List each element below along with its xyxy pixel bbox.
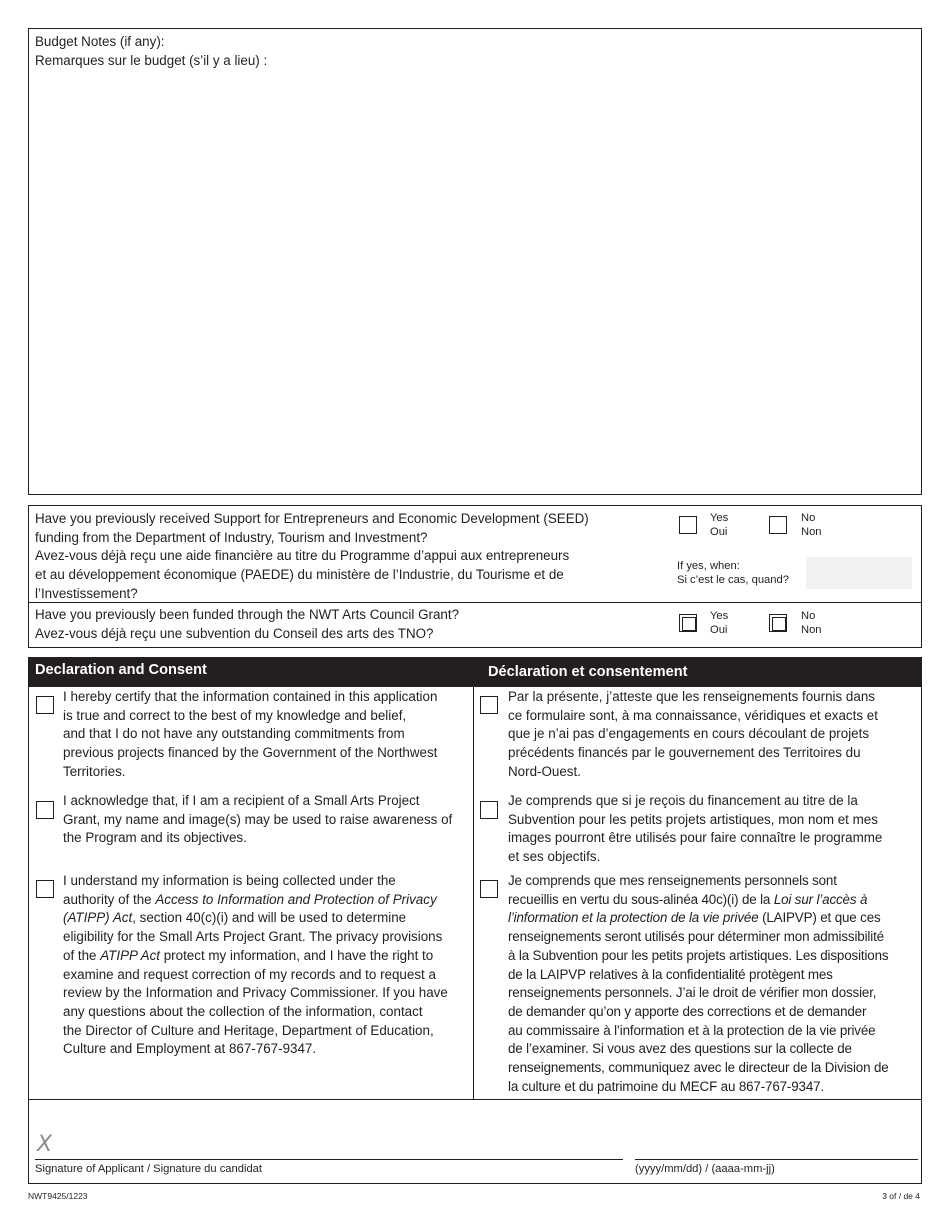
seed-when-input[interactable]	[806, 557, 912, 589]
declaration-fr-p3: Je comprends que mes renseignements personnels sont recueillis en vertu du sous-alinéa 40c)(i) de la Loi sur l’accès à l’information et la protection de la vie privée (LAIPVP) et que ces renseignements seront utilisés pour déterminer mon admissibilité à la Subvention pour les petits projets artistiques. Les dispositions de la LAIPVP relatives à la confidentialité protègent mes renseignements personnels. J’ai le droit de vérifier mon dossier, de demander qu’on y apporte des corrections et de demander au commissaire à l’information et à la protection de la vie privée de l’examiner. Si vous avez des questions sur la collecte de renseignements, communiquez avec le directeur de la Division de la culture et du patrimoine du MECF au 867-767-9347.	[508, 873, 889, 1094]
page-number: 3 of / de 4	[882, 1191, 920, 1201]
budget-notes-field[interactable]	[28, 28, 922, 495]
divider	[29, 602, 921, 603]
seed-question: Have you previously received Support for Entrepreneurs and Economic Development (SEED) funding from the Department of Industry, Tourism and Investment? Avez-vous déjà reçu une aide financière au titre du Programme d’appui aux entrepreneurs et au développement économique (PAEDE) du ministère de l’Industrie, du Tourisme et de l’Investissement?	[35, 511, 589, 601]
seed-yes-label: Yes	[710, 512, 729, 524]
consent-publicity-en-checkbox[interactable]	[36, 801, 54, 819]
declaration-fr-p1: Par la présente, j’atteste que les renseignements fournis dans ce formulaire sont, à ma connaissance, véridiques et exacts et que je n’ai pas d’engagements en cours découlant de projets précédents financés par le gouvernement des Territoires du Nord-Ouest.	[508, 689, 878, 779]
declaration-title-en: Declaration and Consent	[35, 662, 207, 678]
column-divider	[473, 687, 474, 1099]
funding-history-section	[28, 505, 922, 648]
seed-no-checkbox[interactable]	[769, 516, 787, 534]
signature-field[interactable]	[35, 1128, 623, 1160]
arts-oui-label: Oui	[710, 624, 728, 636]
budget-notes-label-en: Budget Notes (if any):	[35, 34, 165, 49]
seed-when-label-fr: Si c’est le cas, quand?	[677, 574, 789, 586]
declaration-title-fr: Déclaration et consentement	[488, 664, 688, 680]
signature-x-mark: X	[37, 1132, 53, 1157]
date-field[interactable]	[635, 1128, 918, 1160]
consent-certify-en-checkbox[interactable]	[36, 696, 54, 714]
declaration-section	[28, 657, 922, 1184]
consent-privacy-en-checkbox[interactable]	[36, 880, 54, 898]
seed-oui-label: Oui	[710, 526, 728, 538]
arts-question: Have you previously been funded through the NWT Arts Council Grant? Avez-vous déjà reçu une subvention du Conseil des arts des TNO?	[35, 607, 460, 641]
signature-label: Signature of Applicant / Signature du candidat	[35, 1163, 263, 1175]
consent-privacy-fr-checkbox[interactable]	[480, 880, 498, 898]
consent-publicity-fr-checkbox[interactable]	[480, 801, 498, 819]
arts-non-label: Non	[801, 624, 822, 636]
arts-yes-label: Yes	[710, 610, 729, 622]
seed-non-label: Non	[801, 526, 822, 538]
seed-yes-checkbox[interactable]	[679, 516, 697, 534]
seed-when-label-en: If yes, when:	[677, 560, 740, 572]
declaration-en-p1: I hereby certify that the information contained in this application is true and correct to the best of my knowledge and belief, and that I do not have any outstanding commitments from previous projects financed by the Government of the Northwest Territories.	[63, 689, 438, 779]
signature-divider	[29, 1099, 921, 1100]
date-label: (yyyy/mm/dd) / (aaaa-mm-jj)	[635, 1163, 775, 1175]
budget-notes-label-fr: Remarques sur le budget (s’il y a lieu) :	[35, 52, 268, 68]
declaration-fr-p2: Je comprends que si je reçois du financement au titre de la Subvention pour les petits projets artistiques, mon nom et mes images pourront être utilisés pour faire connaître le programme et ses objectifs.	[508, 793, 883, 865]
form-code: NWT9425/1223	[28, 1191, 88, 1201]
arts-no-checkbox[interactable]	[769, 614, 787, 632]
arts-no-label: No	[801, 610, 816, 622]
arts-yes-checkbox[interactable]	[679, 614, 697, 632]
seed-no-label: No	[801, 512, 816, 524]
declaration-en-p2: I acknowledge that, if I am a recipient of a Small Arts Project Grant, my name and image(s) may be used to raise awareness of the Program and its objectives.	[63, 793, 453, 846]
consent-certify-fr-checkbox[interactable]	[480, 696, 498, 714]
declaration-en-p3: I understand my information is being collected under the authority of the Access to Information and Protection of Privacy (ATIPP) Act, section 40(c)(i) and will be used to determine eligibility for the Small Arts Project Grant. The privacy provisions of the ATIPP Act protect my information, and I have the right to examine and request correction of my records and to request a review by the Information and Privacy Commissioner. If you have any questions about the collection of the information, contact the Director of Culture and Heritage, Department of Education, Culture and Employment at 867-767-9347.	[63, 873, 448, 1057]
